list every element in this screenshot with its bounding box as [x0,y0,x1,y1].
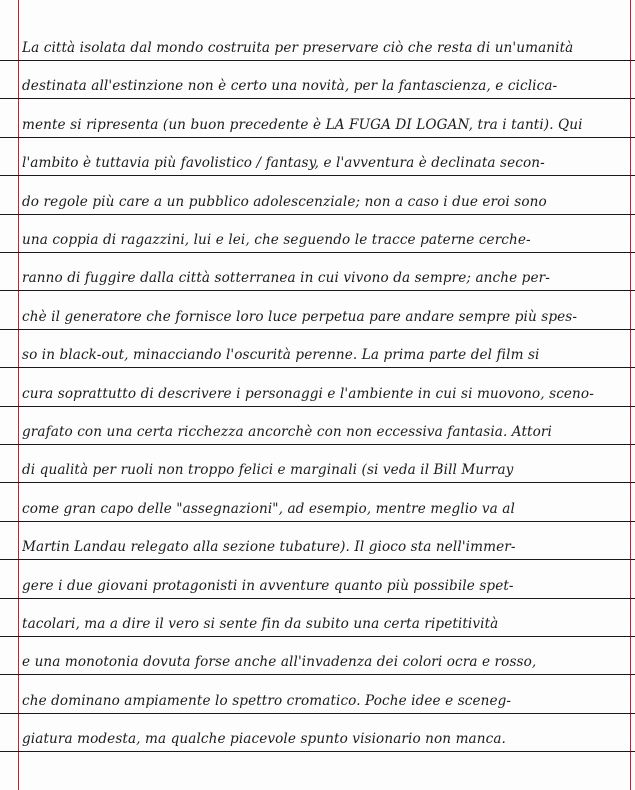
text-line: una coppia di ragazzini, lui e lei, che seguendo le tracce paterne cerche- [22,232,531,248]
text-line: tacolari, ma a dire il vero si sente fin da subito una certa ripetitività [22,616,499,632]
text-line: gere i due giovani protagonisti in avventure quanto più possibile spet- [22,578,514,594]
text-line: destinata all'estinzione non è certo una novità, per la fantascienza, e ciclica- [22,78,558,94]
text-line: so in black-out, minacciando l'oscurità perenne. La prima parte del film si [22,347,540,363]
text-line: l'ambito è tuttavia più favolistico / fantasy, e l'avventura è declinata secon- [22,155,545,171]
text-line: giatura modesta, ma qualche piacevole spunto visionario non manca. [22,731,506,747]
text-line: do regole più care a un pubblico adolescenziale; non a caso i due eroi sono [22,194,547,210]
text-line: mente si ripresenta (un buon precedente è LA FUGA DI LOGAN, tra i tanti). Qui [22,117,583,133]
left-margin-line [18,0,19,790]
text-line: e una monotonia dovuta forse anche all'invadenza dei colori ocra e rosso, [22,654,537,670]
text-line: Martin Landau relegato alla sezione tubature). Il gioco sta nell'immer- [22,539,516,555]
text-line: La città isolata dal mondo costruita per preservare ciò che resta di un'umanità [22,40,574,56]
right-margin-line [630,0,631,790]
text-line: grafato con una certa ricchezza ancorchè con non eccessiva fantasia. Attori [22,424,552,440]
text-line: come gran capo delle "assegnazioni", ad esempio, mentre meglio va al [22,501,515,517]
text-line: di qualità per ruoli non troppo felici e marginali (si veda il Bill Murray [22,462,514,478]
text-line: ranno di fuggire dalla città sotterranea in cui vivono da sempre; anche per- [22,270,550,286]
text-line: chè il generatore che fornisce loro luce perpetua pare andare sempre più spes- [22,309,578,325]
text-line: cura soprattutto di descrivere i personaggi e l'ambiente in cui si muovono, sceno- [22,386,594,402]
text-line: che dominano ampiamente lo spettro cromatico. Poche idee e sceneg- [22,693,512,709]
